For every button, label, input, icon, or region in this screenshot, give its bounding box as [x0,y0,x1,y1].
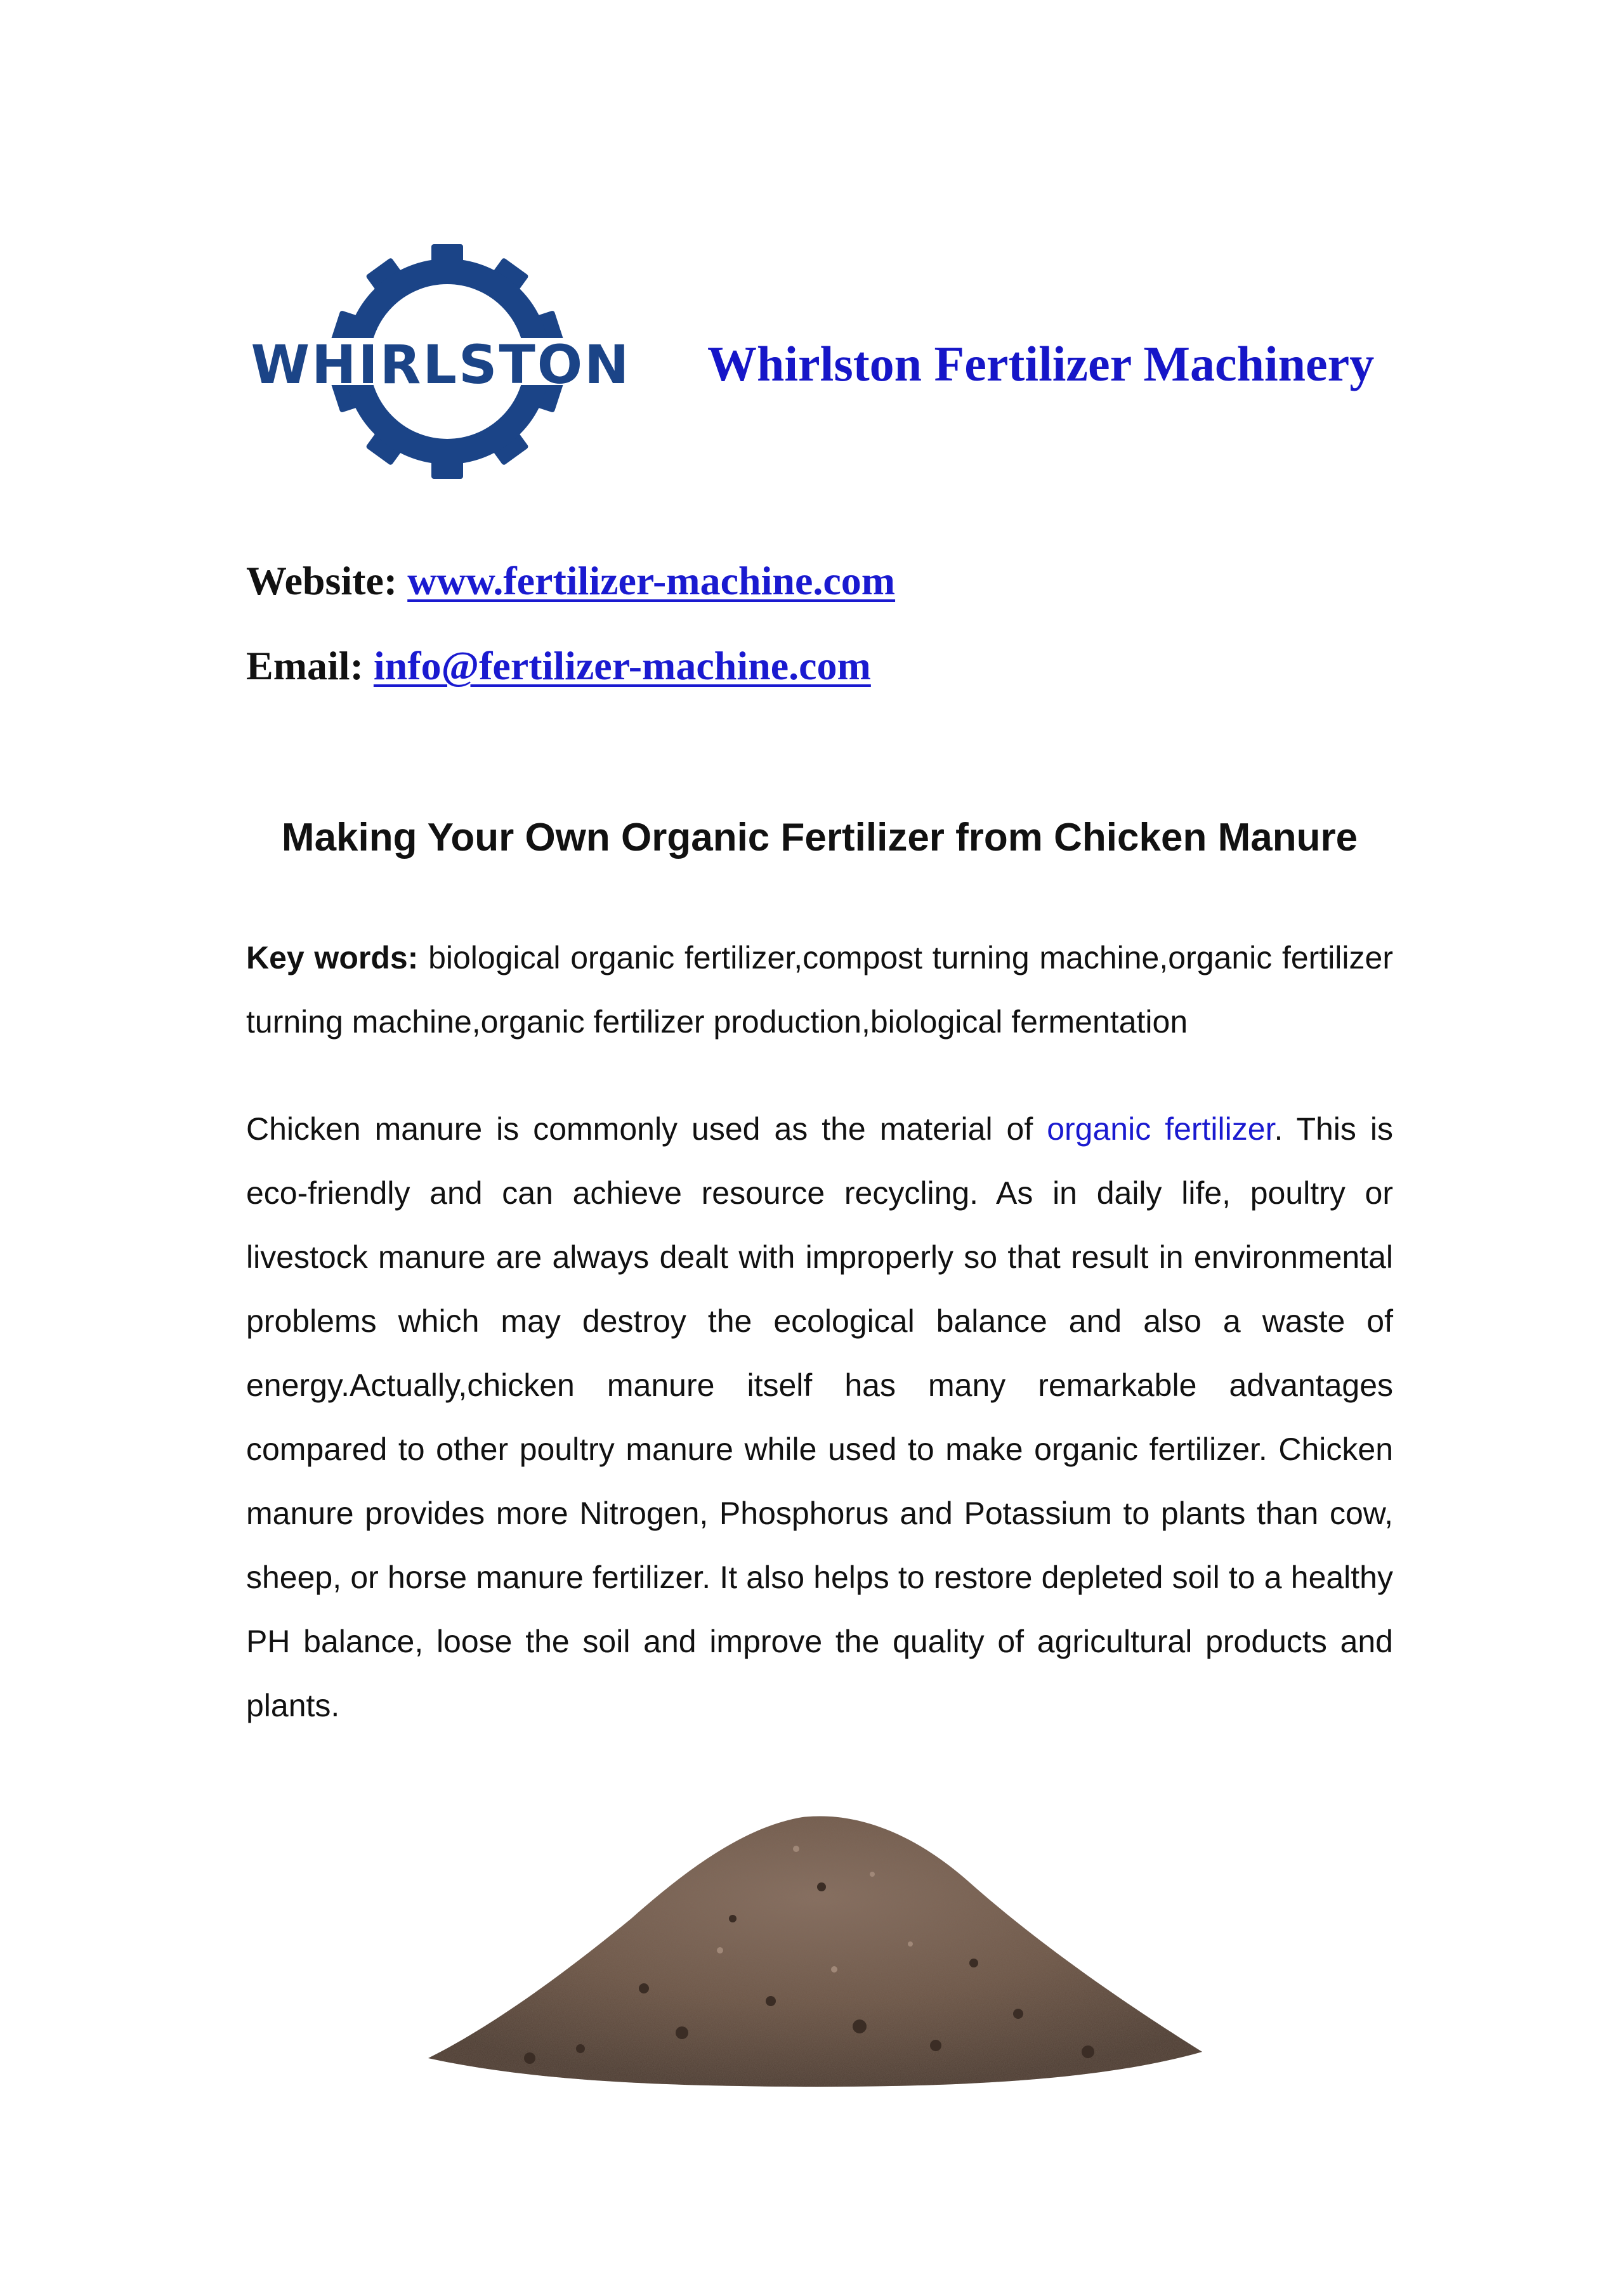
company-name: Whirlston Fertilizer Machinery [707,336,1375,391]
article-title: Making Your Own Organic Fertilizer from Chicken Manure [281,816,1358,859]
email-link[interactable]: info@fertilizer-machine.com [373,643,871,688]
body-text-rest: . This is eco-friendly and can achieve resource recycling. As in daily life, poultry or livestock manure are always dealt with improperly so that result in environmental problems which may destroy the ecological balance and also a waste of energy.Actually,chicken manure itself has many remarkable advantages compared to other poultry manure while used to make organic fertilizer. Chicken manure provides more Nitrogen, Phosphorus and Potassium to plants than cow, sheep, or horse manure fertilizer. It also helps to restore depleted soil to a healthy PH balance, loose the soil and improve the quality of agricultural products and plants. [246,1111,1393,1723]
website-line [246,558,896,603]
fertilizer-pile-image [416,1760,1215,2103]
whirlston-logo [251,244,631,479]
keywords-label: Key words: [246,940,419,975]
website-link[interactable]: www.fertilizer-machine.com [407,558,896,603]
keywords-paragraph [246,926,1393,1054]
body-paragraph [246,1097,1393,1738]
email-label: Email: [246,643,363,688]
website-label: Website: [246,558,398,603]
keywords-text: biological organic fertilizer,compost turning machine,organic fertilizer turning machine,organic fertilizer production,biological fermentation [246,940,1393,1040]
logo-wordmark: WHIRLSTON [251,334,631,396]
email-line [246,643,871,688]
organic-fertilizer-link[interactable]: organic fertilizer [1047,1111,1274,1147]
body-text-start: Chicken manure is commonly used as the material of [246,1111,1033,1147]
